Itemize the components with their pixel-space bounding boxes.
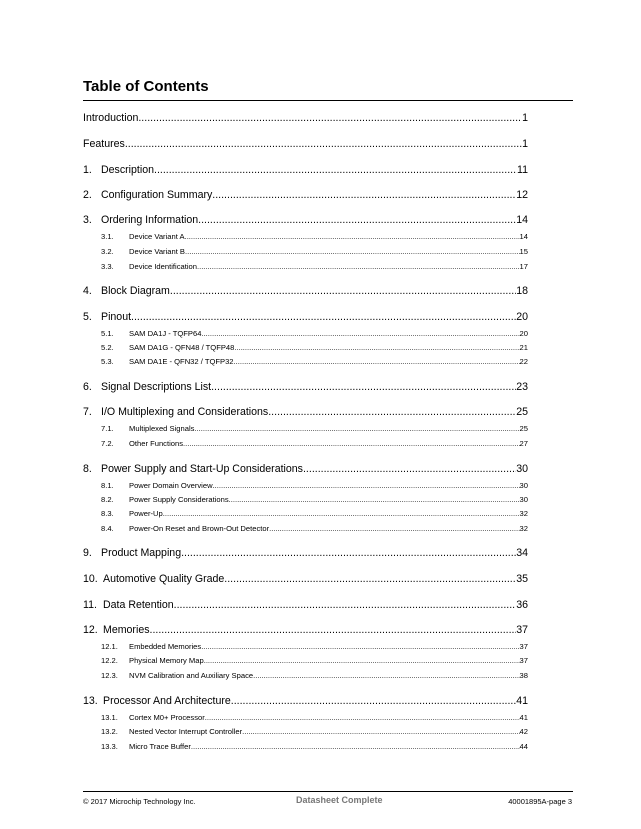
toc-entry-page: 44 (519, 742, 528, 751)
toc-entry-number: 3. (83, 214, 92, 226)
toc-entry-number: 8.2. (101, 495, 114, 504)
toc-subentry[interactable] (83, 247, 528, 256)
toc-entry-title: Power-Up (129, 509, 163, 518)
toc-dot-leader (191, 742, 520, 751)
toc-entry-title: Block Diagram (101, 285, 170, 297)
toc-entry-page: 38 (519, 671, 528, 680)
toc-dot-leader (201, 642, 519, 651)
toc-entry-page: 42 (519, 727, 528, 736)
toc-entry-title: Features (83, 138, 125, 150)
toc-entry[interactable] (83, 164, 528, 176)
toc-subentry[interactable] (83, 329, 528, 338)
toc-entry-number: 13.3. (101, 742, 118, 751)
toc-subentry[interactable] (83, 495, 528, 504)
toc-dot-leader (154, 164, 517, 176)
toc-entry-title: NVM Calibration and Auxiliary Space (129, 671, 254, 680)
toc-entry-page: 20 (519, 329, 528, 338)
toc-dot-leader (138, 112, 522, 124)
toc-entry-title: Power Domain Overview (129, 481, 213, 490)
toc-entry-page: 17 (519, 262, 528, 271)
toc-entry[interactable] (83, 695, 528, 707)
toc-entry-number: 10. (83, 573, 98, 585)
footer-page-number: 40001895A-page 3 (508, 797, 572, 806)
toc-subentry[interactable] (83, 524, 528, 533)
toc-entry-title: I/O Multiplexing and Considerations (101, 406, 269, 418)
toc-entry-page: 41 (516, 695, 528, 707)
toc-dot-leader (269, 524, 519, 533)
toc-entry-title: Product Mapping (101, 547, 182, 559)
toc-entry[interactable] (83, 138, 528, 150)
toc-entry-title: Micro Trace Buffer (129, 742, 191, 751)
toc-subentry[interactable] (83, 713, 528, 722)
toc-entry-title: Device Variant B (129, 247, 185, 256)
toc-entry[interactable] (83, 381, 528, 393)
toc-entry-title: Physical Memory Map (129, 656, 204, 665)
toc-entry[interactable] (83, 189, 528, 201)
toc-entry-title: Memories (103, 624, 150, 636)
toc-entry-title: Nested Vector Interrupt Controller (129, 727, 243, 736)
toc-entry-page: 1 (522, 138, 528, 150)
toc-dot-leader (194, 424, 519, 433)
toc-subentry[interactable] (83, 642, 528, 651)
toc-entry-title: Power Supply Considerations (129, 495, 229, 504)
toc-entry[interactable] (83, 112, 528, 124)
footer-copyright: © 2017 Microchip Technology Inc. (83, 797, 196, 806)
toc-entry-page: 22 (519, 357, 528, 366)
toc-entry-title: Embedded Memories (129, 642, 202, 651)
toc-entry[interactable] (83, 311, 528, 323)
toc-entry-number: 13. (83, 695, 98, 707)
toc-subentry[interactable] (83, 656, 528, 665)
toc-dot-leader (174, 599, 517, 611)
toc-subentry[interactable] (83, 481, 528, 490)
toc-entry-number: 13.2. (101, 727, 118, 736)
toc-dot-leader (234, 357, 520, 366)
toc-subentry[interactable] (83, 742, 528, 751)
toc-dot-leader (204, 656, 520, 665)
toc-entry-page: 37 (519, 642, 528, 651)
toc-subentry[interactable] (83, 671, 528, 680)
toc-entry-title: Power Supply and Start-Up Considerations (101, 463, 303, 475)
toc-entry-number: 7.2. (101, 439, 114, 448)
toc-dot-leader (213, 481, 520, 490)
toc-dot-leader (253, 671, 519, 680)
toc-entry-page: 15 (519, 247, 528, 256)
toc-dot-leader (201, 329, 519, 338)
toc-dot-leader (197, 262, 520, 271)
toc-entry-title: Device Variant A (129, 232, 185, 241)
toc-entry-title: Multiplexed Signals (129, 424, 195, 433)
toc-entry-number: 3.1. (101, 232, 114, 241)
toc-dot-leader (150, 624, 517, 636)
toc-dot-leader (205, 713, 520, 722)
toc-entry-page: 20 (516, 311, 528, 323)
toc-entry-page: 23 (516, 381, 528, 393)
toc-entry[interactable] (83, 214, 528, 226)
toc-entry-title: Signal Descriptions List (101, 381, 212, 393)
toc-dot-leader (125, 138, 522, 150)
toc-entry-number: 5.1. (101, 329, 114, 338)
toc-entry[interactable] (83, 624, 528, 636)
toc-entry-number: 12. (83, 624, 98, 636)
toc-entry-page: 18 (516, 285, 528, 297)
toc-dot-leader (234, 343, 519, 352)
toc-dot-leader (185, 232, 520, 241)
toc-entry-number: 12.3. (101, 671, 118, 680)
toc-entry[interactable] (83, 406, 528, 418)
toc-entry-number: 12.1. (101, 642, 118, 651)
toc-entry-number: 8.3. (101, 509, 114, 518)
toc-subentry[interactable] (83, 357, 528, 366)
toc-entry-page: 12 (516, 189, 528, 201)
toc-dot-leader (211, 381, 516, 393)
toc-subentry[interactable] (83, 262, 528, 271)
toc-dot-leader (231, 695, 516, 707)
toc-entry-number: 6. (83, 381, 92, 393)
toc-dot-leader (212, 189, 516, 201)
toc-entry-title: SAM DA1G - QFN48 / TQFP48 (129, 343, 235, 352)
toc-entry-number: 5. (83, 311, 92, 323)
toc-entry-page: 14 (519, 232, 528, 241)
toc-entry-page: 30 (519, 495, 528, 504)
toc-dot-leader (229, 495, 520, 504)
toc-dot-leader (183, 439, 520, 448)
toc-dot-leader (185, 247, 520, 256)
toc-dot-leader (163, 509, 520, 518)
toc-entry-title: SAM DA1J - TQFP64 (129, 329, 202, 338)
toc-entry-title: Power-On Reset and Brown-Out Detector (129, 524, 270, 533)
toc-entry-page: 37 (519, 656, 528, 665)
title-divider (83, 100, 573, 101)
footer-divider (83, 791, 573, 792)
toc-entry-number: 8. (83, 463, 92, 475)
toc-entry-number: 11. (83, 599, 97, 611)
toc-dot-leader (268, 406, 516, 418)
toc-entry-number: 12.2. (101, 656, 118, 665)
toc-entry-number: 5.3. (101, 357, 114, 366)
toc-subentry[interactable] (83, 424, 528, 433)
toc-dot-leader (131, 311, 516, 323)
toc-entry-page: 1 (522, 112, 528, 124)
toc-entry-title: Automotive Quality Grade (103, 573, 225, 585)
toc-dot-leader (224, 573, 516, 585)
toc-entry-title: Configuration Summary (101, 189, 213, 201)
toc-entry-title: Pinout (101, 311, 132, 323)
toc-entry-page: 11 (517, 164, 528, 176)
toc-entry-title: Description (101, 164, 154, 176)
toc-entry-page: 30 (516, 463, 528, 475)
toc-entry-number: 5.2. (101, 343, 114, 352)
toc-dot-leader (242, 727, 519, 736)
toc-entry-page: 36 (516, 599, 528, 611)
toc-entry-page: 21 (519, 343, 528, 352)
toc-dot-leader (303, 463, 516, 475)
toc-entry-page: 35 (516, 573, 528, 585)
toc-entry-number: 13.1. (101, 713, 118, 722)
toc-entry-title: SAM DA1E - QFN32 / TQFP32 (129, 357, 234, 366)
toc-entry-number: 2. (83, 189, 92, 201)
toc-dot-leader (181, 547, 516, 559)
toc-entry[interactable] (83, 573, 528, 585)
toc-entry-title: Introduction (83, 112, 139, 124)
toc-entry[interactable] (83, 547, 528, 559)
toc-entry-number: 3.2. (101, 247, 114, 256)
toc-entry-page: 25 (519, 424, 528, 433)
toc-entry-title: Ordering Information (101, 214, 199, 226)
toc-subentry[interactable] (83, 232, 528, 241)
toc-dot-leader (170, 285, 516, 297)
toc-entry[interactable] (83, 285, 528, 297)
toc-entry-page: 32 (519, 524, 528, 533)
toc-entry[interactable] (83, 599, 528, 611)
toc-entry[interactable] (83, 463, 528, 475)
footer-doc-status: Datasheet Complete (296, 795, 383, 805)
toc-subentry[interactable] (83, 343, 528, 352)
toc-entry-number: 1. (83, 164, 92, 176)
toc-entry-title: Other Functions (129, 439, 184, 448)
toc-subentry[interactable] (83, 727, 528, 736)
toc-entry-page: 27 (519, 439, 528, 448)
toc-entry-number: 8.1. (101, 481, 114, 490)
toc-subentry[interactable] (83, 509, 528, 518)
toc-entry-number: 8.4. (101, 524, 114, 533)
toc-entry-page: 14 (516, 214, 528, 226)
page-title: Table of Contents (83, 78, 209, 95)
toc-entry-number: 7. (83, 406, 92, 418)
toc-entry-number: 7.1. (101, 424, 114, 433)
toc-entry-page: 41 (519, 713, 528, 722)
toc-entry-page: 30 (519, 481, 528, 490)
toc-dot-leader (198, 214, 516, 226)
toc-entry-number: 4. (83, 285, 92, 297)
toc-entry-title: Device Identification (129, 262, 197, 271)
toc-entry-title: Data Retention (103, 599, 174, 611)
toc-entry-title: Processor And Architecture (103, 695, 231, 707)
toc-entry-title: Cortex M0+ Processor (129, 713, 205, 722)
toc-entry-number: 3.3. (101, 262, 114, 271)
toc-subentry[interactable] (83, 439, 528, 448)
toc-entry-page: 32 (519, 509, 528, 518)
toc-entry-page: 34 (516, 547, 528, 559)
toc-entry-page: 25 (516, 406, 528, 418)
toc-entry-number: 9. (83, 547, 92, 559)
toc-entry-page: 37 (516, 624, 528, 636)
